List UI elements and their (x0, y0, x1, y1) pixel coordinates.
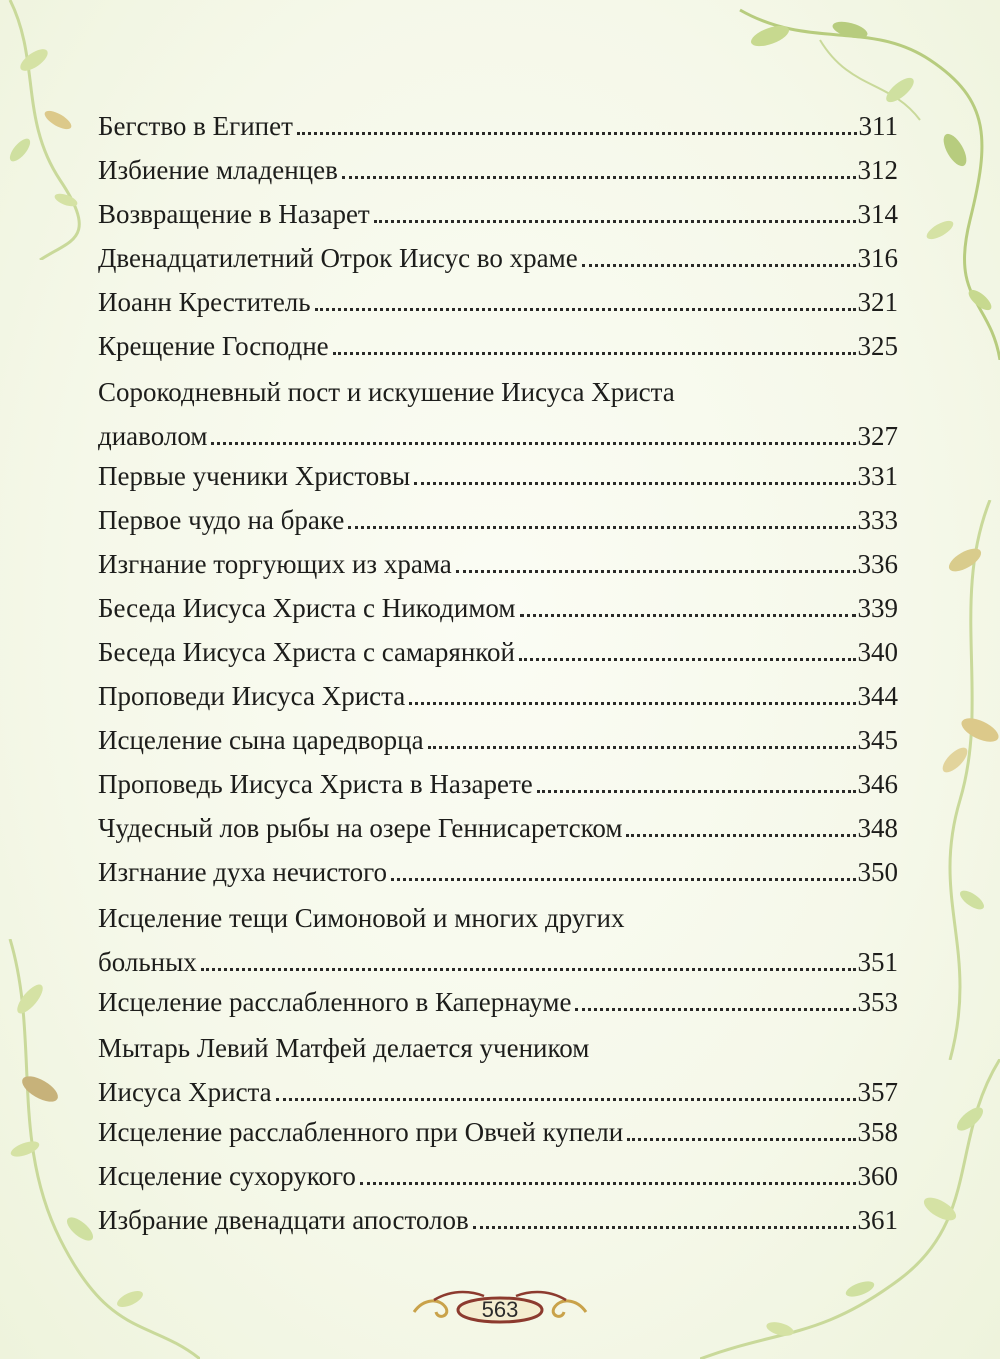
toc-entry-title-line1: Сорокодневный пост и искушение Иисуса Христа (98, 377, 675, 407)
toc-entry-page: 333 (857, 505, 898, 535)
dot-leader (360, 1181, 856, 1185)
dot-leader (519, 657, 856, 661)
page-number: 563 (481, 1297, 519, 1322)
toc-entry[interactable] (98, 498, 898, 542)
toc-entry-title: Проповеди Иисуса Христа (98, 681, 406, 711)
toc-entry[interactable] (98, 980, 898, 1024)
toc-entry[interactable] (98, 1198, 898, 1242)
dot-leader (201, 967, 856, 971)
toc-entry-multiline[interactable] (98, 370, 898, 458)
toc-entry-title: Изгнание торгующих из храма (98, 549, 452, 579)
toc-entry[interactable] (98, 806, 898, 850)
toc-entry-page: 360 (857, 1161, 898, 1191)
dot-leader (276, 1097, 856, 1101)
toc-entry-title: Двенадцатилетний Отрок Иисус во храме (98, 243, 578, 273)
toc-entry-page: 314 (857, 199, 898, 229)
floral-vine-right (910, 500, 1000, 1060)
toc-entry-page: 346 (857, 769, 898, 799)
dot-leader (582, 263, 856, 267)
toc-entry[interactable] (98, 236, 898, 280)
dot-leader (211, 441, 855, 445)
dot-leader (391, 877, 855, 881)
toc-entry-page: 350 (857, 857, 898, 887)
toc-entry-page: 344 (857, 681, 898, 711)
toc-entry-title: Крещение Господне (98, 331, 329, 361)
dot-leader (374, 219, 856, 223)
toc-entry[interactable] (98, 674, 898, 718)
toc-entry[interactable] (98, 148, 898, 192)
toc-entry-page: 321 (857, 287, 898, 317)
toc-entry-title: Бегство в Египет (98, 111, 293, 141)
toc-entry-title: Иоанн Креститель (98, 287, 311, 317)
toc-entry[interactable] (98, 542, 898, 586)
toc-entry[interactable] (98, 280, 898, 324)
dot-leader (627, 1137, 855, 1141)
page-number-ornament (454, 1290, 546, 1330)
toc-entry-title-line1: Исцеление тещи Симоновой и многих других (98, 903, 625, 933)
toc-entry-page: 336 (857, 549, 898, 579)
toc-entry[interactable] (98, 586, 898, 630)
toc-entry-title: больных (98, 947, 197, 977)
dot-leader (575, 1007, 855, 1011)
toc-entry-page: 316 (857, 243, 898, 273)
toc-entry-page: 345 (857, 725, 898, 755)
toc-entry[interactable] (98, 454, 898, 498)
toc-entry-page: 358 (857, 1117, 898, 1147)
toc-entry-title: Беседа Иисуса Христа с Никодимом (98, 593, 516, 623)
toc-entry[interactable] (98, 850, 898, 894)
toc-entry-multiline[interactable] (98, 896, 898, 984)
dot-leader (428, 745, 856, 749)
toc-entry-page: 348 (857, 813, 898, 843)
toc-entry[interactable] (98, 630, 898, 674)
dot-leader (473, 1225, 856, 1229)
dot-leader (342, 175, 856, 179)
toc-entry-title: Избиение младенцев (98, 155, 338, 185)
toc-entry-page: 311 (858, 111, 898, 141)
toc-entry[interactable] (98, 762, 898, 806)
toc-entry-title: Исцеление расслабленного в Капернауме (98, 987, 572, 1017)
toc-entry-page: 339 (857, 593, 898, 623)
toc-entry[interactable] (98, 718, 898, 762)
dot-leader (333, 351, 856, 355)
toc-entry-multiline[interactable] (98, 1026, 898, 1114)
dot-leader (520, 613, 856, 617)
toc-entry-title: Исцеление сына царедворца (98, 725, 424, 755)
dot-leader (537, 789, 856, 793)
toc-entry-page: 312 (857, 155, 898, 185)
toc-entry[interactable] (98, 192, 898, 236)
toc-entry-page: 361 (857, 1205, 898, 1235)
toc-entry-title: Иисуса Христа (98, 1077, 272, 1107)
toc-entry-title: Чудесный лов рыбы на озере Геннисаретском (98, 813, 623, 843)
toc-entry-page: 340 (857, 637, 898, 667)
toc-entry-title: Первое чудо на браке (98, 505, 345, 535)
toc-entry[interactable] (98, 1154, 898, 1198)
toc-entry-page: 331 (857, 461, 898, 491)
toc-entry-title: Изгнание духа нечистого (98, 857, 388, 887)
dot-leader (414, 481, 855, 485)
toc-entry-title-line1: Мытарь Левий Матфей делается учеником (98, 1033, 590, 1063)
dot-leader (348, 525, 855, 529)
toc-entry[interactable] (98, 104, 898, 148)
toc-entry-title: Проповедь Иисуса Христа в Назарете (98, 769, 533, 799)
toc-entry-title: Исцеление сухорукого (98, 1161, 356, 1191)
toc-entry[interactable] (98, 1110, 898, 1154)
toc-entry[interactable] (98, 324, 898, 368)
dot-leader (315, 307, 856, 311)
toc-entry-title: Избрание двенадцати апостолов (98, 1205, 469, 1235)
toc-entry-page: 351 (857, 947, 898, 977)
dot-leader (409, 701, 855, 705)
toc-entry-title: Первые ученики Христовы (98, 461, 411, 491)
dot-leader (456, 569, 856, 573)
toc-entry-page: 325 (857, 331, 898, 361)
toc-entry-title: Исцеление расслабленного при Овчей купели (98, 1117, 624, 1147)
toc-entry-title: диаволом (98, 421, 208, 451)
toc-entry-title: Возвращение в Назарет (98, 199, 370, 229)
toc-entry-page: 357 (857, 1077, 898, 1107)
toc-entry-title: Беседа Иисуса Христа с самарянкой (98, 637, 515, 667)
dot-leader (297, 131, 857, 135)
toc-entry-page: 327 (857, 421, 898, 451)
toc-entry-page: 353 (857, 987, 898, 1017)
dot-leader (626, 833, 855, 837)
